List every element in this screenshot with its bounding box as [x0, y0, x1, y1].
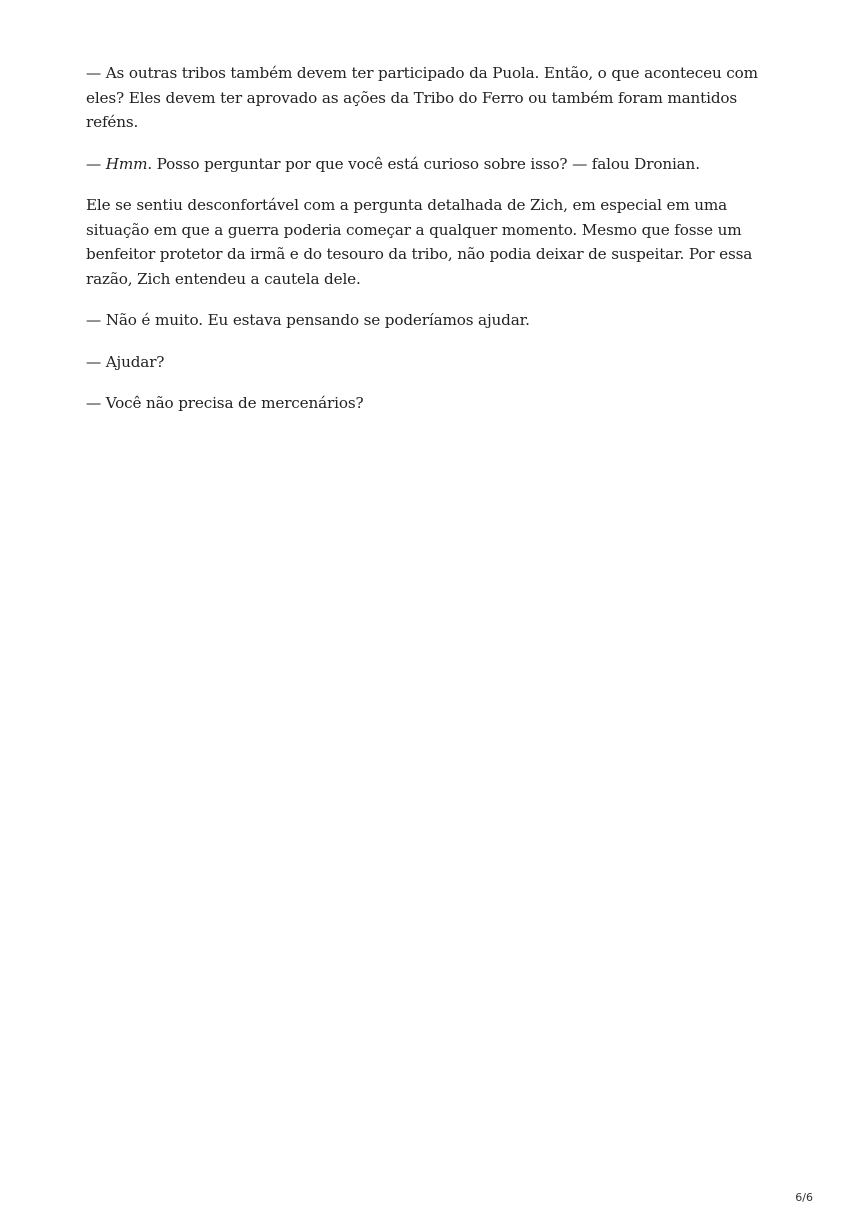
dialogue-dash: — — [86, 154, 106, 173]
page-number: 6/6 — [795, 1191, 813, 1204]
paragraph: — As outras tribos também devem ter participado da Puola. Então, o que aconteceu com eles? Eles devem ter aprovado as ações da Tribo do Ferro ou também foram mantidos reféns. — [86, 64, 758, 131]
document-body — [86, 61, 776, 433]
paragraph — [86, 152, 776, 177]
paragraph: — Você não precisa de mercenários? — [86, 394, 364, 412]
paragraph: — Não é muito. Eu estava pensando se poderíamos ajudar. — [86, 311, 530, 329]
italic-interjection: Hmm — [105, 154, 148, 173]
paragraph-text: . Posso perguntar por que você está curioso sobre isso? — falou Dronian. — [147, 154, 700, 173]
paragraph: Ele se sentiu desconfortável com a pergunta detalhada de Zich, em especial em uma situação em que a guerra poderia começar a qualquer momento. Mesmo que fosse um benfeitor protetor da irmã e do tesouro da tribo, não podia deixar de suspeitar. Por essa razão, Zich entendeu a cautela dele. — [86, 196, 753, 288]
paragraph: — Ajudar? — [86, 352, 165, 371]
